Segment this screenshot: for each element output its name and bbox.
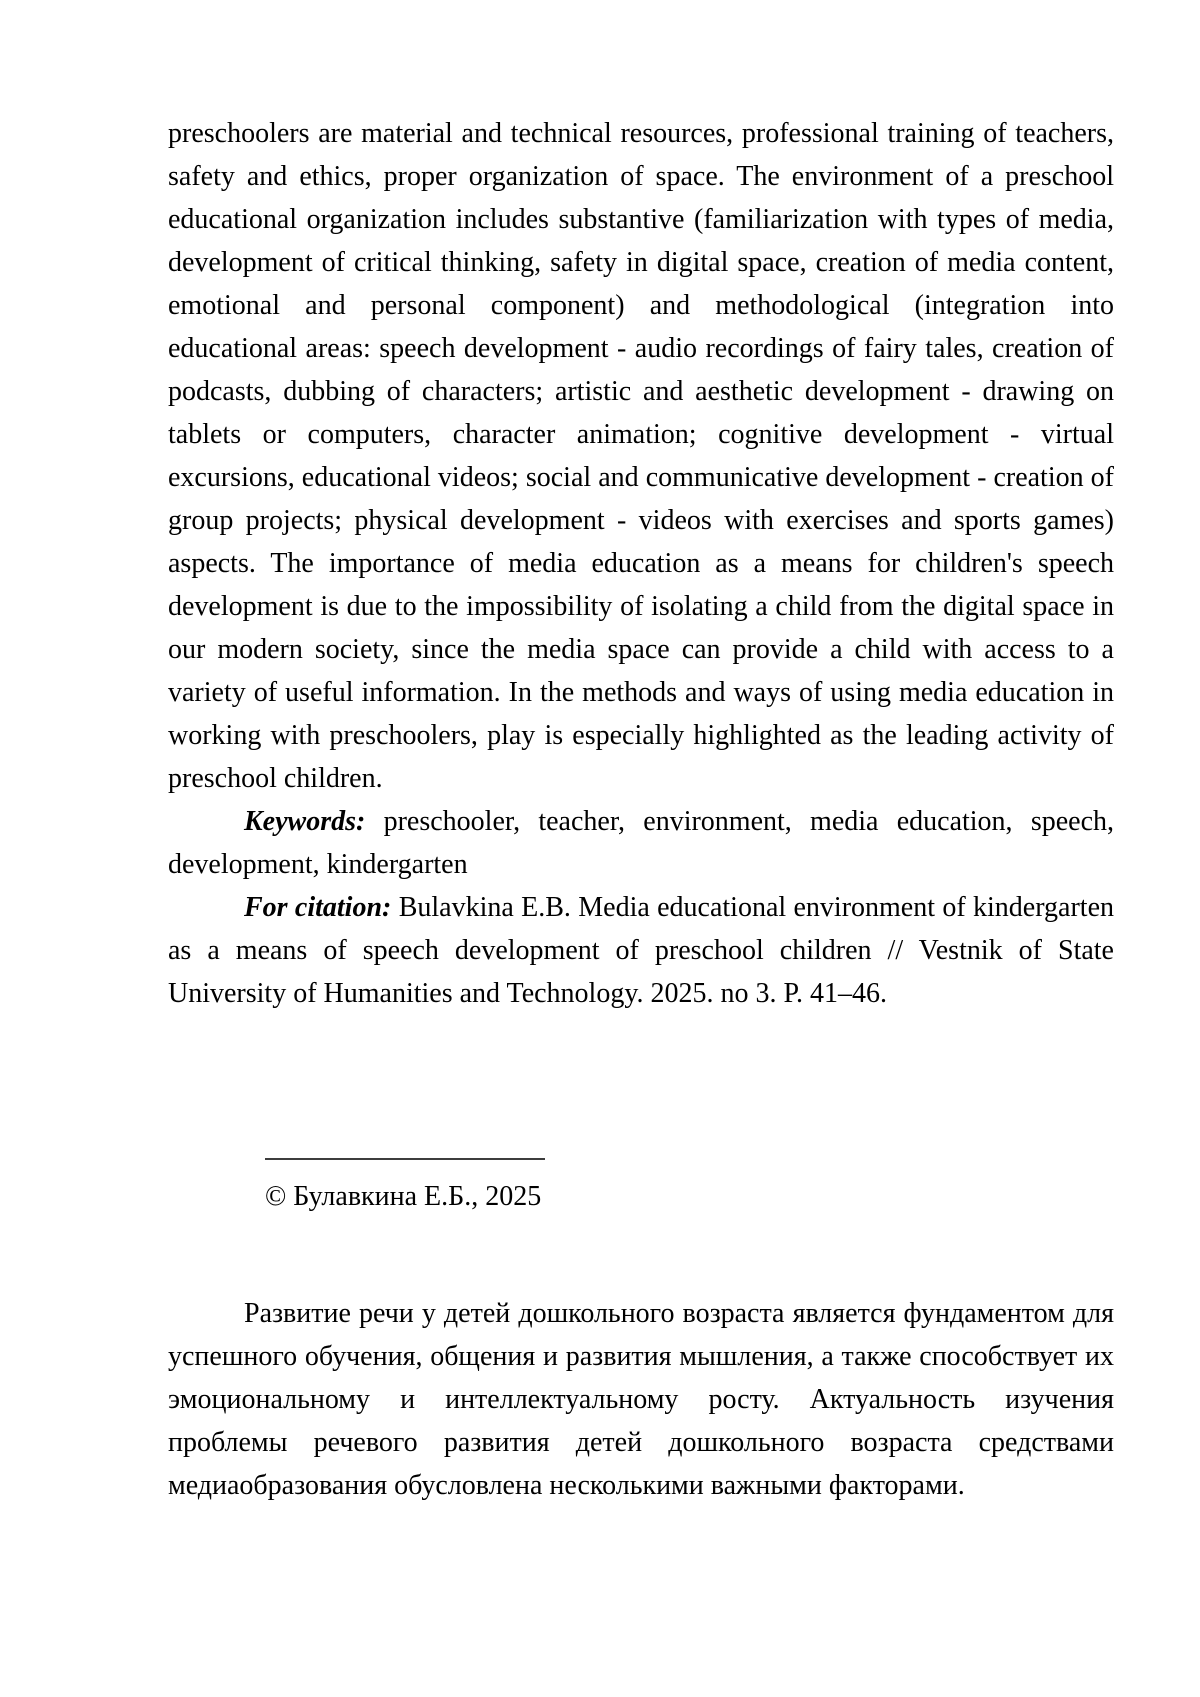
citation-text: Bulavkina E.B. Media educational environment of kindergarten as a means of speech development of preschool children // Vestnik of State University of Humanities and Technology. 2025. no 3. P. 41–46. — [168, 892, 1114, 1009]
citation-label: For citation: — [244, 892, 392, 923]
citation-paragraph — [168, 886, 1114, 1015]
abstract-continuation-paragraph: preschoolers are material and technical resources, professional training of teachers, safety and ethics, proper organization of space. The environment of a preschool educational organization includes substantive (familiarization with types of media, development of critical thinking, safety in digital space, creation of media content, emotional and personal component) and methodological (integration into educational areas: speech development - audio recordings of fairy tales, creation of podcasts, dubbing of characters; artistic and aesthetic development - drawing on tablets or computers, character animation; cognitive development - virtual excursions, educational videos; social and communicative development - creation of group projects; physical development - videos with exercises and sports games) aspects. The importance of media education as a means for children's speech development is due to the impossibility of isolating a child from the digital space in our modern society, since the media space can provide a child with access to a variety of useful information. In the methods and ways of using media education in working with preschoolers, play is especially highlighted as the leading activity of preschool children. — [168, 118, 1114, 794]
russian-intro-paragraph: Развитие речи у детей дошкольного возраста является фундаментом для успешного обучения, общения и развития мышления, а также способствует их эмоциональному и интеллектуальному росту. Актуальность изучения проблемы речевого развития детей дошкольного возраста средствами медиаобразования обусловлена несколькими важными факторами. — [168, 1298, 1114, 1501]
keywords-label: Keywords: — [244, 806, 366, 837]
footnote-divider — [265, 1158, 545, 1160]
keywords-text: preschooler, teacher, environment, media education, speech, development, kindergarten — [168, 806, 1114, 880]
copyright-line: © Булавкина Е.Б., 2025 — [265, 1181, 542, 1212]
copyright-block — [265, 1158, 1114, 1218]
keywords-paragraph — [168, 800, 1114, 886]
